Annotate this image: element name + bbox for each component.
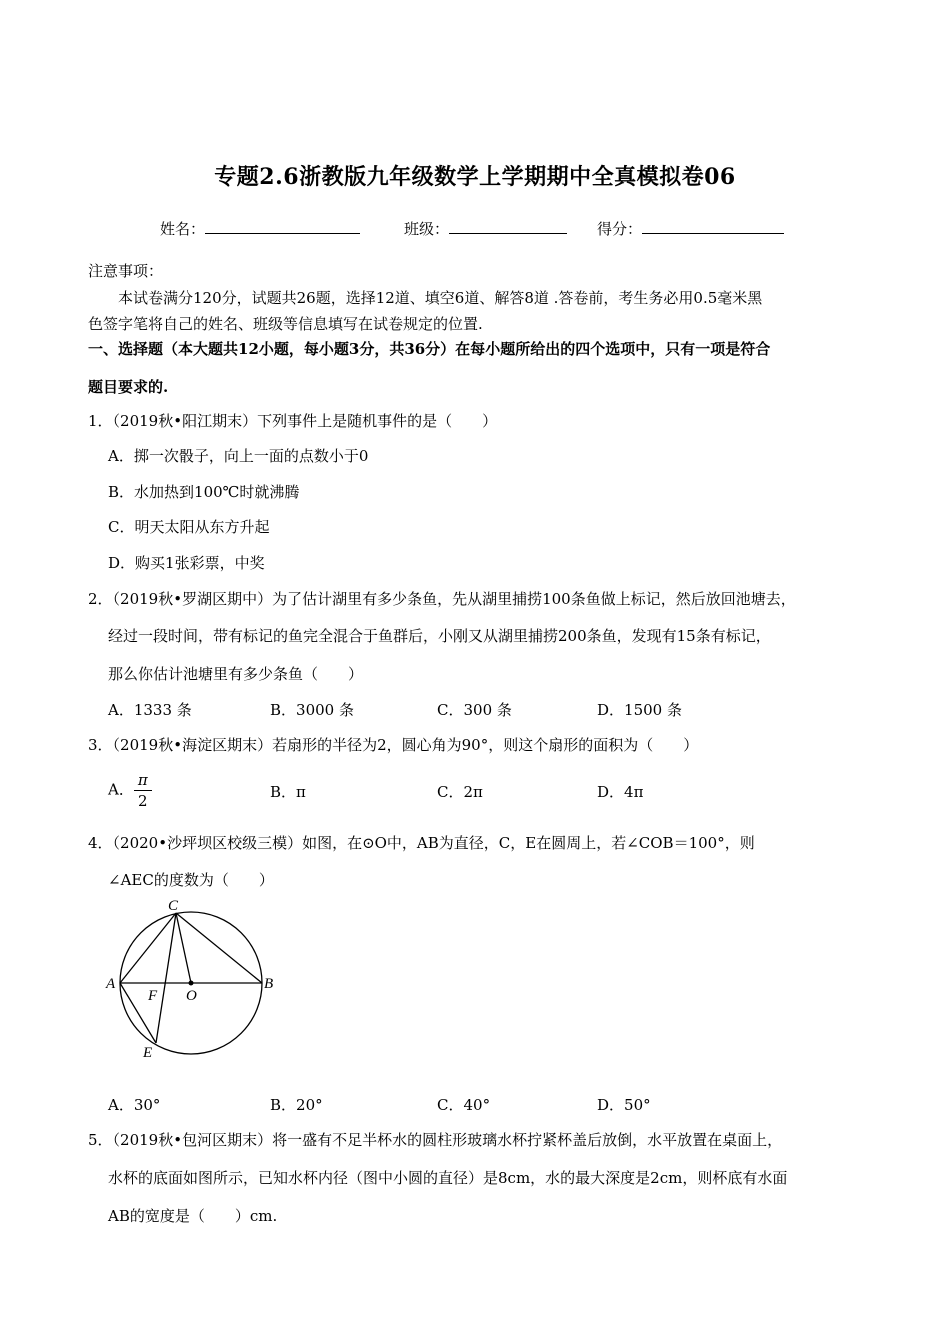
q1-option-c: C．明天太阳从东方升起: [108, 518, 270, 536]
score-field[interactable]: [597, 218, 784, 239]
pi-over-2-fraction: [134, 770, 152, 811]
notice-line-2: 色签字笔将自己的姓名、班级等信息填写在试卷规定的位置.: [88, 315, 483, 333]
q2-option-b: B．3000 条: [270, 701, 354, 719]
q1-option-b: B．水加热到100℃时就沸腾: [108, 483, 300, 501]
section1-line-2: 题目要求的.: [88, 378, 169, 396]
section1-line-1: 一、选择题（本大题共12小题，每小题3分，共36分）在每小题所给出的四个选项中，只有一项是符合: [88, 340, 771, 358]
q2-option-a: A．1333 条: [108, 701, 192, 719]
class-field[interactable]: [404, 218, 567, 239]
q2-option-c: C．300 条: [437, 701, 512, 719]
page-title: 专题2.6浙教版九年级数学上学期期中全真模拟卷06: [214, 164, 736, 190]
circle-geometry-figure: [100, 893, 290, 1063]
q1-option-d: D．购买1张彩票，中奖: [108, 554, 265, 572]
q5-line-3: AB的宽度是（ ）cm.: [108, 1207, 278, 1225]
q3-option-d: D．4π: [597, 783, 644, 801]
q4-line-2: ∠AEC的度数为（ ）: [108, 871, 274, 889]
q4-option-d: D．50°: [597, 1096, 651, 1114]
q4-line-1: 4．（2020•沙坪坝区校级三模）如图，在⊙O中，AB为直径，C，E在圆周上，若∠COB＝100°，则: [88, 834, 755, 852]
q3-option-c: C．2π: [437, 783, 483, 801]
q3-option-b: B．π: [270, 783, 306, 801]
label-b: B: [264, 976, 274, 992]
label-f: F: [148, 988, 158, 1004]
q2-line-1: 2．（2019秋•罗湖区期中）为了估计湖里有多少条鱼，先从湖里捕捞100条鱼做上标记，然后放回池塘去，: [88, 590, 796, 608]
score-label: 得分：: [597, 220, 643, 238]
fraction-numerator: π: [134, 770, 152, 791]
q3-option-a: [108, 770, 152, 811]
name-field[interactable]: [160, 218, 360, 239]
q2-line-3: 那么你估计池塘里有多少条鱼（ ）: [108, 665, 364, 683]
fraction-denominator: 2: [138, 792, 148, 810]
q2-option-d: D．1500 条: [597, 701, 682, 719]
q1-option-a: A．掷一次骰子，向上一面的点数小于0: [108, 447, 369, 465]
label-e: E: [143, 1045, 153, 1061]
label-a: A: [106, 976, 116, 992]
q1-stem: 1．（2019秋•阳江期末）下列事件上是随机事件的是（ ）: [88, 412, 498, 430]
name-blank[interactable]: [205, 219, 360, 234]
chord-ce: [156, 913, 176, 1043]
q5-line-1: 5．（2019秋•包河区期末）将一盛有不足半杯水的圆柱形玻璃水杯拧紧杯盖后放倒，水平放置在桌面上，: [88, 1131, 783, 1149]
chord-ca: [120, 913, 176, 983]
class-label: 班级：: [404, 220, 450, 238]
q4-option-b: B．20°: [270, 1096, 323, 1114]
q3-option-a-label: A．: [108, 780, 134, 799]
q5-line-2: 水杯的底面如图所示，已知水杯内径（图中小圆的直径）是8cm，水的最大深度是2cm，则杯底有水面: [108, 1169, 788, 1187]
q4-option-a: A．30°: [108, 1096, 161, 1114]
notice-line-1: 本试卷满分120分，试题共26题，选择12道、填空6道、解答8道 .答卷前，考生务必用0.5毫米黑: [118, 289, 763, 307]
score-blank[interactable]: [642, 219, 784, 234]
class-blank[interactable]: [449, 219, 567, 234]
q2-line-2: 经过一段时间，带有标记的鱼完全混合于鱼群后，小刚又从湖里捕捞200条鱼，发现有15条有标记，: [108, 627, 771, 645]
label-c: C: [168, 898, 179, 914]
q4-option-c: C．40°: [437, 1096, 491, 1114]
notice-heading: 注意事项：: [88, 262, 164, 280]
center-point-o: [189, 981, 194, 986]
name-label: 姓名：: [160, 220, 206, 238]
label-o: O: [186, 988, 197, 1004]
q3-stem: 3．（2019秋•海淀区期末）若扇形的半径为2，圆心角为90°，则这个扇形的面积为（ ）: [88, 736, 699, 754]
